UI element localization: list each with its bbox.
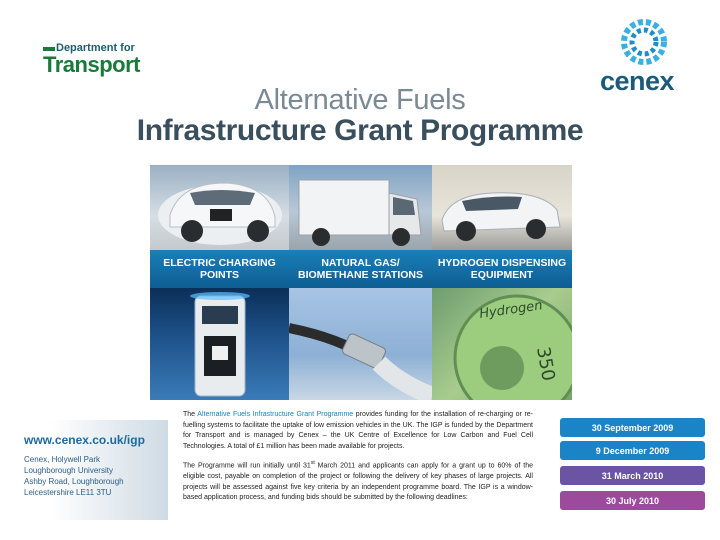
cenex-wordmark: cenex: [600, 66, 675, 96]
p2-superscript: st: [310, 460, 315, 467]
deadline-2: 9 December 2009: [560, 441, 705, 460]
charging-point-photo: [150, 288, 289, 400]
hydrogen-car-photo: [432, 165, 572, 250]
address-line: Ashby Road, Loughborough: [24, 477, 124, 486]
deadline-4: 30 July 2010: [560, 491, 705, 510]
body-paragraph-1: [183, 410, 533, 452]
address-line: Loughborough University: [24, 466, 113, 475]
hydrogen-tank-photo: [432, 288, 572, 400]
hydrogen-tank-pressure: 350: [532, 345, 559, 383]
title-line2: Infrastructure Grant Programme: [136, 114, 584, 147]
p1-prefix: The: [183, 411, 198, 418]
body-paragraph-2: [183, 458, 533, 504]
hydrogen-tank-brand: Hydrogen: [478, 298, 544, 322]
electric-car-photo: [150, 165, 289, 250]
body-text: [183, 410, 533, 510]
cenex-swirl-icon: [598, 18, 688, 68]
deadline-3: 31 March 2010: [560, 466, 705, 485]
dft-logo-line1: Department for: [56, 42, 135, 54]
gas-nozzle-photo: [289, 288, 432, 400]
dft-logo-line2: Transport: [43, 52, 140, 77]
programme-name-highlight: Alternative Fuels Infrastructure Grant Programme: [197, 411, 354, 418]
contact-panel: [0, 420, 168, 520]
p1-rest: provides funding for the installation of re-charging or re-fuelling systems to facilitate the uptake of low emission vehicles in the UK. The IGP is funded by the Department for Transport and is managed by Cenex – the UK Centre of Excellence for Low Carbon and Fuel Cell Technologies. A total of £1 million has been made available for projects.: [183, 411, 534, 450]
contact-address: [24, 454, 124, 498]
label-electric-charging: ELECTRIC CHARGING POINTS: [150, 250, 289, 288]
p2-part-a: The Programme will run initially until 31: [183, 462, 311, 470]
label-natural-gas: NATURAL GAS/ BIOMETHANE STATIONS: [289, 250, 432, 288]
title-line1: Alternative Fuels: [254, 84, 466, 116]
deadline-1: 30 September 2009: [560, 418, 705, 437]
dft-logo: [38, 42, 158, 82]
address-line: Leicestershire LE11 3TU: [24, 488, 112, 497]
address-line: Cenex, Holywell Park: [24, 455, 101, 464]
van-photo: [289, 165, 432, 250]
label-hydrogen-dispensing: HYDROGEN DISPENSING EQUIPMENT: [432, 250, 572, 288]
igp-website-link[interactable]: www.cenex.co.uk/igp: [24, 433, 145, 447]
p2-part-b: March 2011 and applicants can apply for a grant up to 60% of the eligible cost, payable on completion of the project or following the delivery of key phases of large projects. All projects will be assessed against five key criteria by an independent programme board. The IGP is a window-based application process, and funding bids should be submitted by the following deadlines:: [183, 462, 533, 502]
